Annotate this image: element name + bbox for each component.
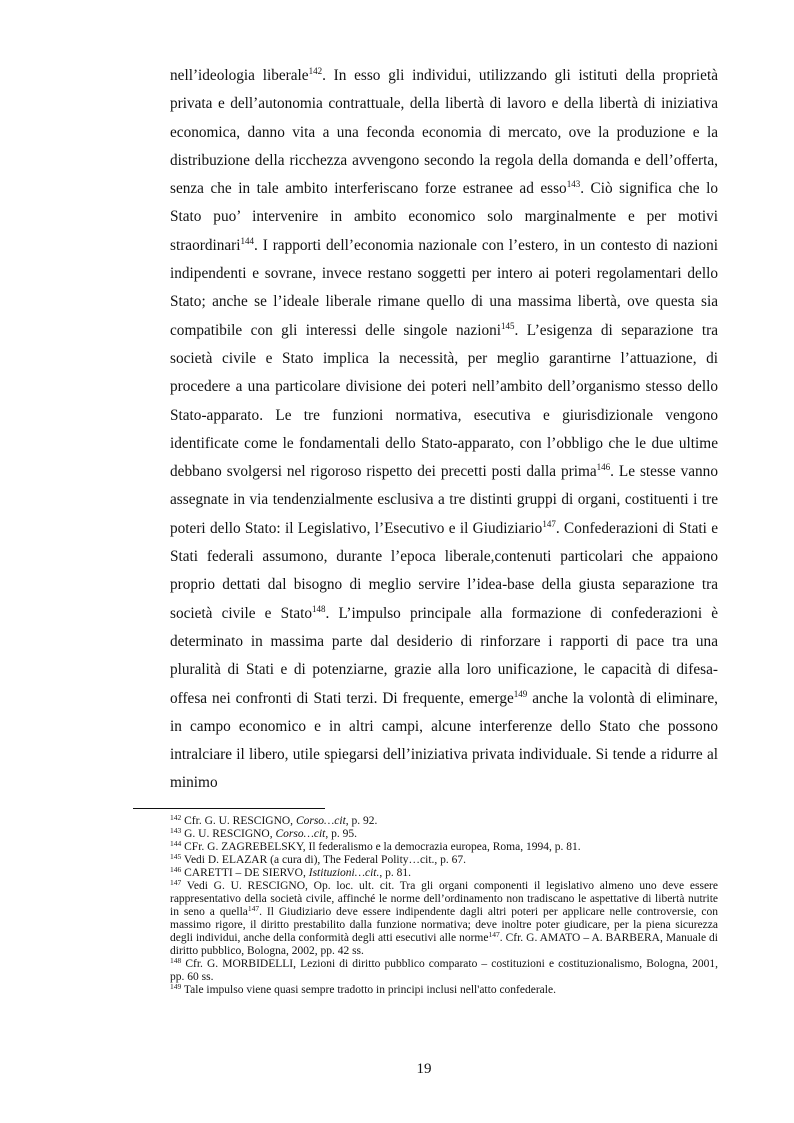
footnote [170, 984, 718, 997]
footnote-text: CARETTI – DE SIERVO, [181, 867, 309, 879]
footnote-text: G. U. RESCIGNO, [181, 828, 276, 840]
body-text-segment: . I rapporti dell’economia nazionale con l’estero, in un contesto di nazioni indipendenti e sovrane, invece restano soggetti per intero ai poteri regolamentari dello Stato; anche se l’ideale liberale rimane quello di una massima libertà, ove questa sia compatibile con gli interessi delle singole nazioni [170, 236, 718, 339]
footnote-text: Cfr. G. U. RESCIGNO, [181, 815, 296, 827]
footnote-ref: 144 [240, 235, 255, 246]
footnote [170, 854, 718, 867]
body-text-segment: . Confederazioni di Stati e Stati federali assumono, durante l’epoca liberale,contenuti particolari che appaiono proprio dettati dal bisogno di meglio servire l’idea-base della giusta separazione tra società civile e Stato [170, 519, 718, 622]
footnote [170, 828, 718, 841]
footnote-text: , p. 95. [325, 828, 357, 840]
footnote-number: 143 [170, 826, 182, 835]
footnote-number: 146 [170, 865, 182, 874]
footnote-italic: Corso…cit [295, 815, 346, 827]
footnote-ref: 143 [566, 179, 581, 190]
footnote-text: , p. 81. [379, 867, 411, 879]
footnote-ref: 148 [312, 603, 326, 614]
body-text-segment: . In esso gli individui, utilizzando gli istituti della proprietà privata e dell’autonomia contrattuale, della libertà di lavoro e della libertà di iniziativa economica, danno vita a una feconda economia di mercato, ove la produzione e la distribuzione della ricchezza avvengono secondo la regola della domanda e dell’offerta, senza che in tale ambito interferiscano forze estranee ad esso [170, 67, 718, 198]
footnote-italic: Istituzioni…cit. [308, 867, 380, 879]
footnote-ref: 142 [308, 66, 323, 76]
footnote [170, 815, 718, 828]
footnote-number: 142 [170, 813, 182, 822]
body-text-segment: . L’impulso principale alla formazione di confederazioni è determinato in massima parte dal desiderio di rinforzare i rapporti di pace tra una pluralità di Stati e di potenziarne, grazie alla loro unificazione, le capacità di difesa-offesa nei confronti di Stati terzi. Di frequente, emerge [170, 604, 718, 707]
footnote [170, 958, 718, 984]
footnote-separator [133, 808, 325, 809]
footnote [170, 880, 718, 958]
footnote-ref: 145 [501, 320, 515, 331]
footnote-number: 144 [170, 839, 182, 848]
body-text-segment: . Le stesse vanno assegnate in via tendenzialmente esclusiva a tre distinti gruppi di organi, costituenti i tre poteri dello Stato: il Legislativo, l’Esecutivo e il Giudiziario [170, 463, 718, 537]
footnote-inline-ref: 147 [488, 930, 500, 939]
footnote-text: Cfr. G. MORBIDELLI, Lezioni di diritto pubblico comparato – costituzioni e costituzionalismo, Bologna, 2001, pp. 60 ss. [170, 958, 718, 983]
body-text-segment: . L’esigenza di separazione tra società civile e Stato implica la necessità, per meglio garantirne l’attuazione, di procedere a una particolare divisione dei poteri nell’ambito dell’organismo stesso dello Stato-apparato. Le tre funzioni normativa, esecutiva e giurisdizionale vengono identificate come le fondamentali dello Stato-apparato, con l’obbligo che le due ultime debbano svolgersi nel rigoroso rispetto dei precetti posti dalla prima [170, 321, 718, 481]
footnote-text: , p. 92. [345, 815, 378, 827]
footnote-inline-ref: 147 [247, 904, 260, 913]
footnote-text: . Il Giudiziario deve essere indipendente dagli altri poteri per applicare nelle controversie, con massimo rigore, il diritto prestabilito dalla funzione normativa; deve inoltre poter giudicare, per la piena sicurezza degli individui, anche della conformità degli atti esecutivi alle norme [170, 906, 719, 944]
body-text-segment: . Ciò significa che lo Stato puo’ intervenire in ambito economico solo marginalmente e per motivi straordinari [170, 180, 718, 254]
footnote-number: 145 [170, 852, 182, 861]
footnote-text: CFr. G. ZAGREBELSKY, Il federalismo e la democrazia europea, Roma, 1994, p. 81. [181, 841, 581, 853]
body-paragraph [170, 62, 718, 798]
footnote-italic: Corso…cit [275, 828, 326, 840]
footnote-ref: 147 [542, 518, 556, 529]
footnote-text: Vedi G. U. RESCIGNO, Op. loc. ult. cit. Tra gli organi componenti il legislativo almeno uno deve essere rappresentativo della società civile, affinché le norme dell’ordinamento non tradiscano le aspettative di libertà nutrite in seno a quella [170, 880, 718, 918]
footnote-number: 148 [170, 956, 182, 965]
footnote-number: 147 [170, 878, 182, 887]
footnote-text: Vedi D. ELAZAR (a cura di), The Federal Polity…cit., p. 67. [181, 854, 467, 866]
page-number: 19 [416, 1061, 432, 1077]
footnote-ref: 149 [513, 688, 528, 699]
footnote-number: 149 [170, 982, 182, 991]
footnote-text: Tale impulso viene quasi sempre tradotto in principi inclusi nell'atto confederale. [181, 984, 556, 996]
footnotes [170, 815, 718, 997]
footnote [170, 841, 718, 854]
body-text-segment: anche la volontà di eliminare, in campo economico e in altri campi, alcune interferenze dello Stato che possono intralciare il libero, utile spiegarsi dell’iniziativa privata individuale. Si tende a ridurre al minimo [170, 689, 718, 792]
body-text-segment: nell’ideologia liberale [170, 67, 309, 84]
footnote-ref: 146 [596, 462, 611, 473]
footnote [170, 867, 718, 880]
footnote-text: . Cfr. G. AMATO – A. BARBERA, Manuale di diritto pubblico, Bologna, 2002, pp. 42 ss. [170, 932, 718, 957]
